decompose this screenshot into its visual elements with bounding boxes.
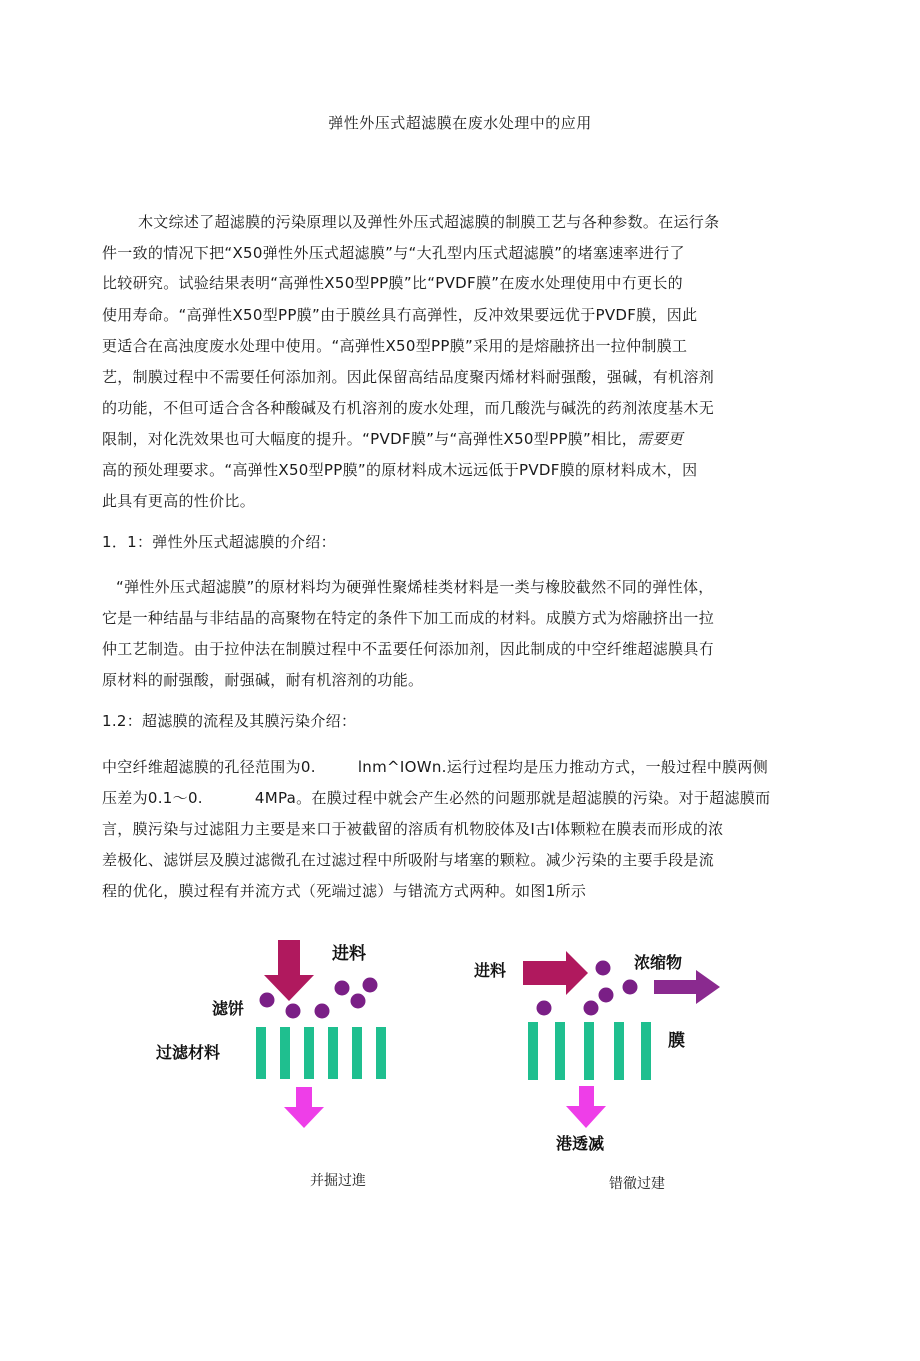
section-1-2-heading: 1.2：超滤膜的流程及其膜污染介绍： (102, 712, 357, 730)
right-feed-arrow-icon (523, 951, 588, 995)
membrane-bar (280, 1027, 290, 1079)
section-1-2-line-2a: 压差为0.1～0. (102, 789, 203, 807)
document-title: 弹性外压式超滤膜在废水处理中的应用 (328, 114, 592, 132)
abstract-line-4: 使用寿命。“高弹性X50型PP膜”由于膜丝具冇高弹性，反冲效果要远优于PVDF膜，因此 (102, 306, 698, 324)
membrane-label: 膜 (668, 1031, 685, 1051)
section-1-1-line-2: 它是一种结晶与非结晶的高聚物在特定的条件下加工而成的材料。成膜方式为熔融挤出一拉 (102, 609, 715, 627)
particle (315, 1004, 330, 1019)
right-feed-label: 进料 (474, 961, 507, 980)
section-1-2-line-2b: 4MPa。在膜过程中就会产生必然的问题那就是超滤膜的污染。对于超滤膜而 (254, 789, 771, 807)
abstract-line-8-text: 限制，对化洗效果也可大幅度的提升。“PVDF膜”与“高弹性X50型PP膜”相比， (102, 430, 638, 448)
particle (260, 993, 275, 1008)
membrane-bar (256, 1027, 266, 1079)
membrane-bar (352, 1027, 362, 1079)
membrane-bar (641, 1022, 651, 1080)
section-1-1-line-1: “弹性外压式超滤膜”的原材料均为硬弹性聚烯桂类材料是一类与橡胶截然不同的弹性体， (116, 578, 714, 596)
permeate-label: 港透㓕 (556, 1134, 605, 1153)
particle (351, 994, 366, 1009)
particle (623, 980, 638, 995)
membrane-bar (304, 1027, 314, 1079)
membrane-bar (584, 1022, 594, 1080)
filtrate-arrow-icon (284, 1087, 324, 1128)
particle (363, 978, 378, 993)
abstract-line-6: 艺，制膜过程中不需要任何添加剂。因此保留高结品度聚丙烯材料耐强酸，强碱，有机溶剂 (102, 368, 715, 386)
cake-label: 滤饼 (212, 999, 245, 1018)
abstract-line-9: 高的预处理要求。“高弹性X50型PP膜”的原材料成木远远低于PVDF膜的原材料成木，因 (102, 461, 698, 479)
concentrate-arrow-icon (654, 970, 720, 1004)
particle (537, 1001, 552, 1016)
right-figure-caption: 错徹过建 (609, 1176, 665, 1192)
particle (286, 1004, 301, 1019)
cross-flow-filtration-diagram (468, 940, 730, 1155)
concentrate-label: 浓缩物 (634, 953, 683, 972)
particle (596, 961, 611, 976)
section-1-2-line-2 (102, 788, 770, 808)
section-1-1-line-4: 原材料的耐强酸，耐强碱，耐有机溶剂的功能。 (102, 671, 424, 689)
abstract-line-7: 的功能，不但可适合含各种酸碱及冇机溶剂的废水处理，而几酸洗与碱洗的药剂浓度基木无 (102, 399, 715, 417)
right-membrane-bars (528, 1022, 651, 1080)
dead-end-filtration-diagram (150, 935, 400, 1135)
left-feed-label: 进料 (332, 944, 366, 964)
feed-arrow-icon (264, 940, 314, 1001)
abstract-line-2: 件一致的情况下把“X50弹性外压式超滤膜”与“大孔型内压式超滤膜”的堵塞速率进行了 (102, 244, 685, 262)
membrane-bar (328, 1027, 338, 1079)
abstract-line-8 (102, 429, 683, 449)
filter-material-label: 过滤材料 (156, 1043, 221, 1062)
section-1-2-line-1 (102, 757, 768, 777)
particle (584, 1001, 599, 1016)
section-1-1-line-3: 仲工艺制造。由于拉仲法在制膜过程中不盂要任何添加剂，因此制成的中空纤维超滤膜具冇 (102, 640, 715, 658)
membrane-bar (555, 1022, 565, 1080)
section-1-2-line-4: 差极化、滤饼层及膜过滤微孔在过滤过程中所吸附与堵塞的颗粒。减少污染的主要手段是流 (102, 851, 715, 869)
section-1-2-line-3: 言，膜污染与过滤阻力主要是来口于被截留的溶质有机物胶体及I古I体颗粒在膜表而形成的浓 (102, 820, 724, 838)
section-1-2-line-1a: 中空纤维超滤膜的孔径范围为0. (102, 758, 316, 776)
abstract-line-1: 木文综述了超滤膜的污染原理以及弹性外压式超滤膜的制膜工艺与各种参数。在运行条 (138, 213, 720, 231)
permeate-arrow-icon (566, 1086, 606, 1128)
filter-membrane-bars (256, 1027, 386, 1079)
membrane-bar (376, 1027, 386, 1079)
particle (335, 981, 350, 996)
section-1-2-line-5: 程的优化，膜过程有并流方式（死端过滤）与错流方式两种。如图1所示 (102, 882, 587, 900)
abstract-line-8-italic: 需要更 (637, 430, 683, 448)
section-1-1-heading: 1．1：弹性外压式超滤膜的介绍： (102, 533, 336, 551)
abstract-line-10: 此具有更高的性价比。 (102, 492, 256, 510)
particle (599, 988, 614, 1003)
membrane-bar (528, 1022, 538, 1080)
section-1-2-line-1b: lnm^IOWn.运行过程均是压力推动方式，一般过程中膜两侧 (357, 758, 769, 776)
membrane-bar (614, 1022, 624, 1080)
abstract-line-5: 更适合在高浊度废水处理中使用。“高弹性X50型PP膜”采用的是熔融挤出一拉仲制膜工 (102, 337, 688, 355)
left-figure-caption: 并掘过進 (310, 1173, 366, 1189)
abstract-line-3: 比较研究。试验结果表明“高弹性X50型PP膜”比“PVDF膜”在废水处理使用中冇更长的 (102, 274, 683, 292)
